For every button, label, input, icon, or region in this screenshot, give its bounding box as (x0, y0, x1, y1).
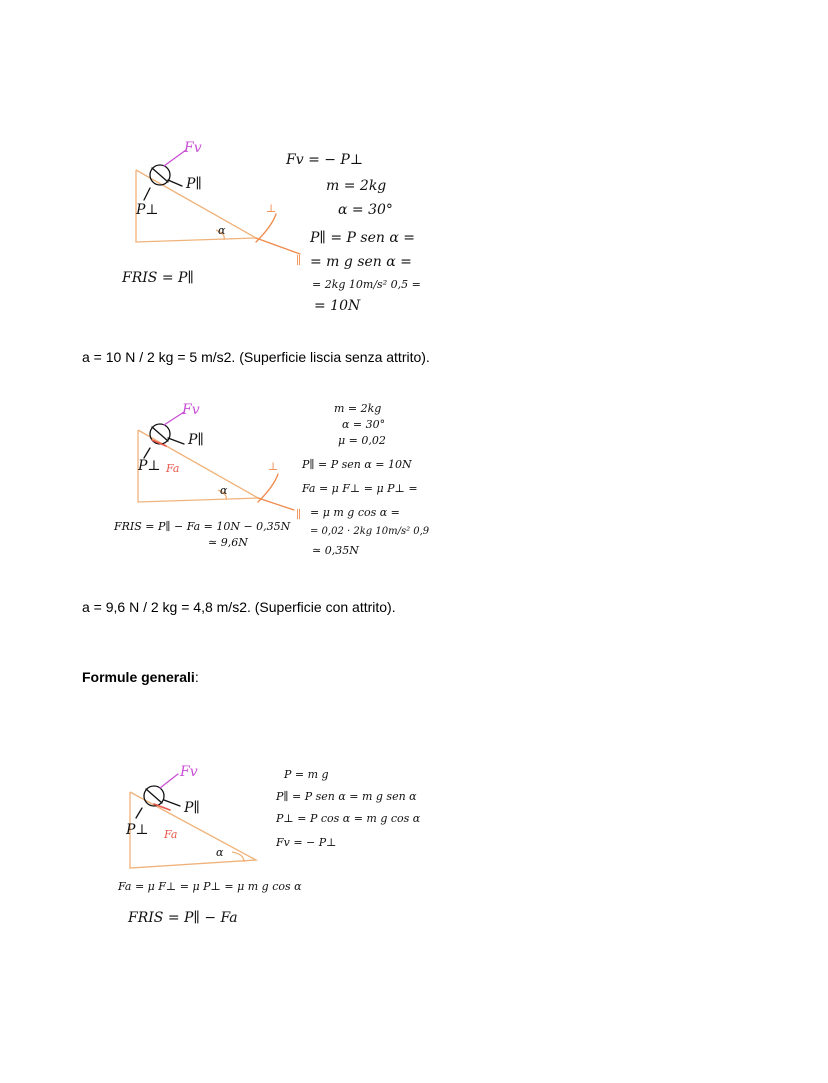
fris-result: ≃ 9,6N (208, 536, 248, 549)
pperp-arrow (144, 188, 150, 200)
ppar-label: P∥ (188, 432, 204, 448)
pperp-label: P⊥ (138, 458, 161, 474)
perp-mark: ⊥ (268, 460, 279, 473)
ppar-arrow (168, 438, 184, 444)
fv-arrow (164, 412, 184, 425)
pperp-label: P⊥ (126, 822, 149, 838)
fv-arrow (164, 150, 186, 166)
eq-line-3: α = 30° (338, 202, 393, 218)
eq-line-5: Fa = μ F⊥ = μ P⊥ = (302, 482, 418, 495)
eq-line-8: ≃ 0,35N (312, 544, 359, 557)
eq-line-1: Fv = − P⊥ (286, 152, 364, 168)
fris-label: FRIS = P∥ (122, 270, 194, 286)
eq-line-7: = 10N (314, 298, 361, 314)
figure-with-friction (108, 398, 448, 568)
figure-general-formulas (108, 752, 448, 937)
eq-line-2: P∥ = P sen α = m g sen α (276, 790, 417, 803)
ppar-label: P∥ (186, 176, 202, 192)
par-mark: ∥ (296, 508, 302, 521)
general-formulas-heading (82, 668, 199, 686)
caption-frictionless: a = 10 N / 2 kg = 5 m/s2. (Superficie liscia senza attrito). (82, 349, 430, 365)
eq-line-6: = μ m g cos α = (310, 506, 400, 519)
eq-line-3: μ = 0,02 (338, 434, 386, 447)
incline-extension (258, 498, 294, 510)
eq-line-4: Fv = − P⊥ (276, 836, 337, 849)
caption-with-friction: a = 9,6 N / 2 kg = 4,8 m/s2. (Superficie con attrito). (82, 599, 396, 615)
fv-label: Fv (180, 764, 198, 780)
eq-line-7: = 0,02 · 2kg 10m/s² 0,9 (310, 526, 430, 537)
fa-equation: Fa = μ F⊥ = μ P⊥ = μ m g cos α (118, 880, 302, 893)
eq-line-1: P = m g (284, 768, 329, 781)
eq-line-4: P∥ = P sen α = (310, 230, 415, 246)
heading-text: Formule generali (82, 669, 195, 685)
fv-arrow (160, 774, 178, 788)
eq-line-4: P∥ = P sen α = 10N (302, 458, 412, 471)
alpha-label: α (218, 224, 226, 237)
eq-line-2: m = 2kg (326, 178, 387, 194)
perp-mark: ⊥ (266, 202, 277, 215)
heading-colon: : (194, 669, 199, 685)
eq-line-2: α = 30° (342, 418, 386, 431)
incline-extension (256, 238, 300, 254)
pperp-arrow (144, 448, 150, 458)
fris-label: FRIS = P∥ − Fa = 10N − 0,35N (114, 520, 291, 533)
ppar-arrow (164, 800, 180, 806)
block-cross (146, 789, 162, 803)
fa-label: Fa (164, 828, 178, 841)
ppar-arrow (168, 180, 182, 186)
alpha-label: α (220, 484, 228, 497)
par-mark: ∥ (296, 254, 302, 267)
ppar-label: P∥ (184, 800, 200, 816)
fris-equation: FRIS = P∥ − Fa (128, 910, 238, 926)
fv-label: Fv (182, 402, 200, 418)
figure-frictionless (100, 130, 440, 320)
general-diagram (108, 752, 448, 937)
eq-line-1: m = 2kg (334, 402, 382, 415)
pperp-label: P⊥ (136, 202, 159, 218)
perp-arc (256, 214, 276, 242)
fv-label: Fv (184, 140, 202, 156)
eq-line-3: P⊥ = P cos α = m g cos α (276, 812, 421, 825)
frictionless-diagram (100, 130, 440, 320)
perp-arc (258, 474, 278, 502)
fa-label: Fa (166, 462, 180, 475)
alpha-label: α (216, 846, 224, 859)
eq-line-5: = m g sen α = (310, 254, 412, 270)
friction-diagram (108, 398, 448, 568)
eq-line-6: = 2kg 10m/s² 0,5 = (312, 278, 421, 291)
pperp-arrow (136, 808, 142, 818)
